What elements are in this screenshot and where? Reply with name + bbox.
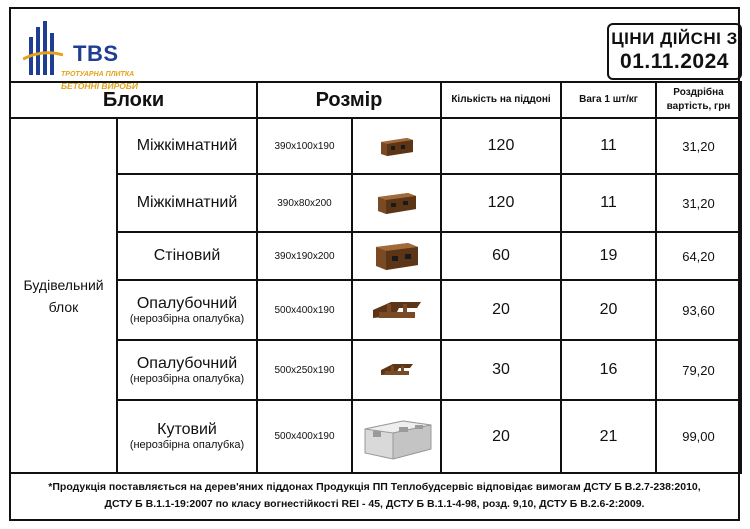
product-note: (нерозбірна опалубка)	[129, 439, 245, 451]
product-size: 390x80x200	[257, 174, 352, 232]
product-size: 500x250x190	[257, 340, 352, 400]
product-name: Опалубочний (нерозбірна опалубка)	[117, 340, 257, 400]
product-qty: 20	[441, 400, 561, 473]
product-qty: 30	[441, 340, 561, 400]
product-weight: 20	[561, 280, 656, 340]
product-image-cell	[352, 400, 441, 473]
category-cell	[10, 118, 117, 473]
product-price: 64,20	[656, 232, 741, 280]
product-name: Стіновий	[117, 232, 257, 280]
footer-line-1: *Продукція поставляється на дерев'яних піддонах Продукція ПП Теплобудсервіс відповідає вимогам ДСТУ Б В.2.7-238:2010,	[48, 481, 701, 493]
product-price: 79,20	[656, 340, 741, 400]
table-row	[10, 232, 741, 280]
table-row	[10, 340, 741, 400]
col-header-size: Розмір	[257, 82, 441, 118]
table-row	[10, 280, 741, 340]
product-price: 93,60	[656, 280, 741, 340]
category-label: Будівельний блок	[23, 276, 104, 315]
product-note: (нерозбірна опалубка)	[129, 312, 245, 325]
logo-subtitle-1: ТРОТУАРНА ПЛИТКА	[61, 71, 135, 78]
product-name: Кутовий (нерозбірна опалубка)	[117, 400, 257, 473]
product-qty: 120	[441, 174, 561, 232]
product-image-cell	[352, 280, 441, 340]
logo-building-icon	[23, 19, 63, 79]
table-row	[10, 174, 741, 232]
product-note: (нерозбірна опалубка)	[129, 372, 245, 385]
col-header-price: Роздрібна вартість, грн	[656, 82, 741, 118]
validity-label: ЦІНИ ДІЙСНІ З	[611, 29, 738, 48]
product-qty: 120	[441, 118, 561, 174]
table-row	[10, 400, 741, 473]
partition-block-icon	[377, 134, 417, 158]
product-weight: 11	[561, 174, 656, 232]
product-size: 500x400x190	[257, 400, 352, 473]
product-weight: 19	[561, 232, 656, 280]
product-name: Міжкімнатний	[117, 174, 257, 232]
formwork-block-icon	[369, 296, 425, 324]
product-image-cell	[352, 118, 441, 174]
product-weight: 21	[561, 400, 656, 473]
partition-block-icon	[374, 189, 420, 217]
product-price: 31,20	[656, 118, 741, 174]
validity-date: 01.11.2024	[620, 50, 729, 73]
product-name: Міжкімнатний	[117, 118, 257, 174]
formwork-block-icon	[379, 360, 415, 380]
product-name: Опалубочний (нерозбірна опалубка)	[117, 280, 257, 340]
product-price: 99,00	[656, 400, 741, 473]
product-qty: 60	[441, 232, 561, 280]
price-table	[9, 81, 742, 474]
wall-block-icon	[372, 239, 422, 273]
validity-box	[607, 23, 742, 80]
product-weight: 16	[561, 340, 656, 400]
product-size: 390x100x190	[257, 118, 352, 174]
product-qty: 20	[441, 280, 561, 340]
footer-line-2: ДСТУ Б В.1.1-19:2007 по класу вогнестійкості REI - 45, ДСТУ Б В.1.1-4-98, розд. 9,10, ДСТУ Б В.2.6-2:2009.	[104, 498, 645, 510]
col-header-qty: Кількість на піддоні	[441, 82, 561, 118]
col-header-weight: Вага 1 шт/кг	[561, 82, 656, 118]
product-size: 500x400x190	[257, 280, 352, 340]
product-weight: 11	[561, 118, 656, 174]
product-image-cell	[352, 340, 441, 400]
col-header-blocks: Блоки	[10, 82, 257, 118]
logo-text: TBS	[73, 41, 119, 66]
header	[9, 7, 740, 91]
footer-note	[11, 472, 738, 519]
logo	[23, 19, 139, 91]
corner-block-icon	[359, 409, 435, 465]
product-image-cell	[352, 232, 441, 280]
logo-subtitle-2: БЕТОННІ ВИРОБИ	[61, 81, 139, 91]
product-size: 390x190x200	[257, 232, 352, 280]
product-image-cell	[352, 174, 441, 232]
table-row	[10, 118, 741, 174]
product-price: 31,20	[656, 174, 741, 232]
table-header-row	[10, 82, 741, 118]
